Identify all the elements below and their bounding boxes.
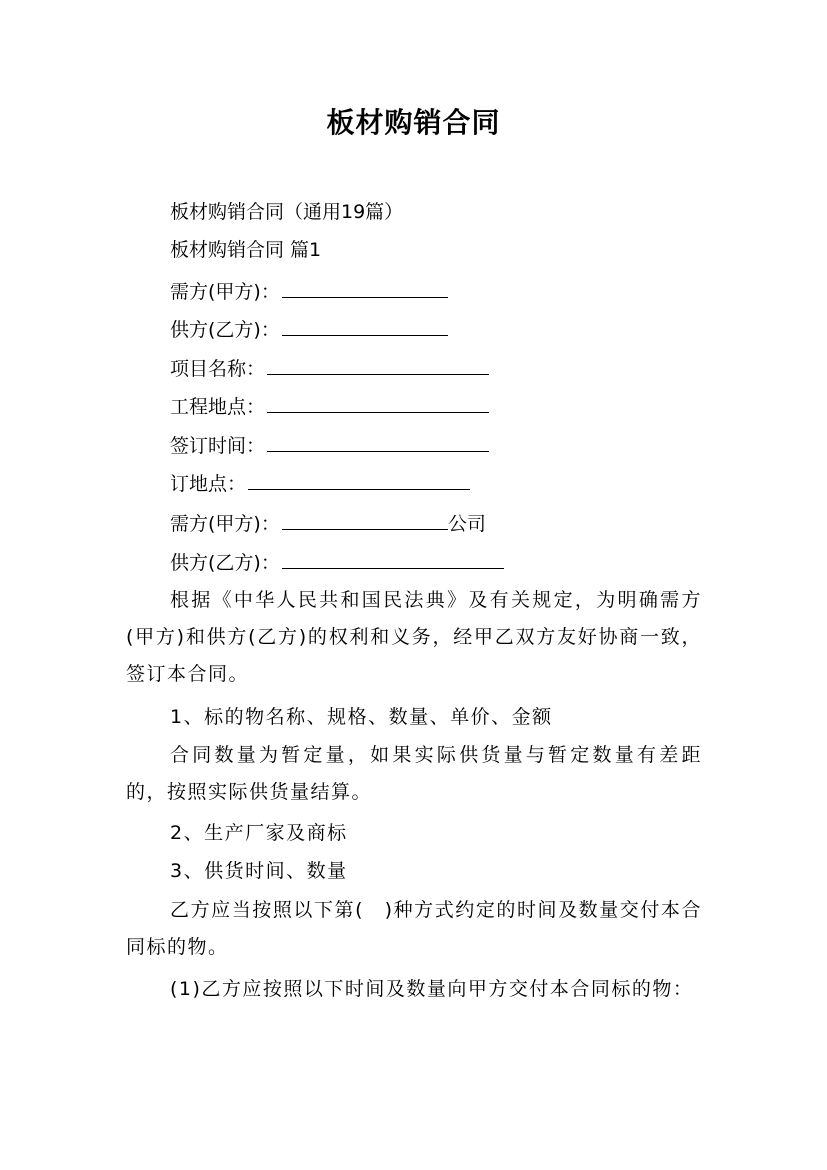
fill-in-blank (282, 315, 448, 336)
field-label: 需方(甲方)： (170, 513, 280, 535)
field-label: 签订时间： (170, 435, 266, 457)
fill-in-blank (267, 392, 489, 413)
field-supplier-2 (170, 548, 504, 576)
field-label: 供方(乙方)： (170, 319, 280, 341)
field-label: 项目名称： (170, 358, 266, 380)
section-heading: 板材购销合同 篇1 (170, 239, 322, 261)
fill-in-blank (282, 548, 504, 569)
field-project-site (170, 392, 489, 420)
paragraph-clause-3: 3、供货时间、数量 (170, 860, 348, 882)
document-subtitle: 板材购销合同（通用19篇） (170, 201, 404, 223)
fill-in-blank (267, 431, 489, 452)
field-signing-time (170, 431, 489, 459)
field-suffix: 公司 (447, 513, 486, 535)
fill-in-blank (282, 277, 448, 298)
paragraph-clause-1: 1、标的物名称、规格、数量、单价、金额 (170, 706, 553, 728)
paragraph-quantity: 合同数量为暂定量，如果实际供货量与暂定数量有差距的，按照实际供货量结算。 (126, 744, 702, 803)
field-label: 需方(甲方)： (170, 281, 280, 303)
paragraph-clause-2: 2、生产厂家及商标 (170, 822, 348, 844)
field-buyer (170, 277, 448, 305)
field-project-name (170, 354, 489, 382)
fill-in-blank (267, 354, 489, 375)
paragraph-preamble: 根据《中华人民共和国民法典》及有关规定，为明确需方(甲方)和供方(乙方)的权利和义务，经甲乙双方友好协商一致，签订本合同。 (126, 589, 702, 685)
document-title: 板材购销合同 (326, 106, 501, 139)
field-label: 供方(乙方)： (170, 552, 280, 574)
field-label: 订地点： (170, 473, 247, 495)
paragraph-delivery: 乙方应当按照以下第( )种方式约定的时间及数量交付本合同标的物。 (126, 899, 702, 958)
fill-in-blank (248, 469, 470, 490)
field-supplier (170, 315, 448, 343)
paragraph-delivery-option-1: (1)乙方应按照以下时间及数量向甲方交付本合同标的物： (170, 978, 694, 1000)
field-signing-place (170, 469, 470, 497)
fill-in-blank (282, 509, 448, 530)
field-label: 工程地点： (170, 396, 266, 418)
field-buyer-company (170, 509, 486, 537)
